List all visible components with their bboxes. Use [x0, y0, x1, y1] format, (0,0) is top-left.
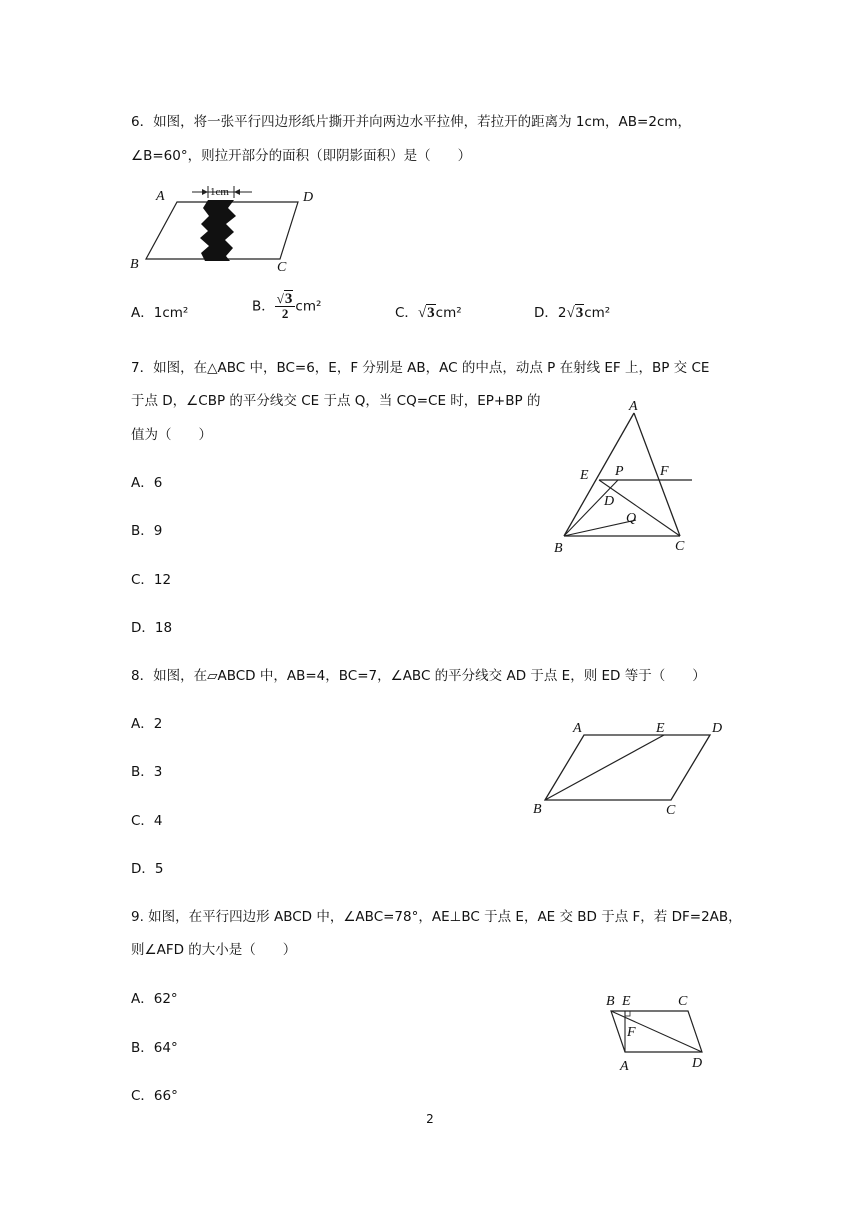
q8-option-b[interactable]: B．3: [131, 764, 163, 780]
q6-option-d[interactable]: D．2√3cm²: [534, 305, 611, 321]
q6-label-b: B: [130, 257, 139, 272]
q8-figure: [530, 716, 730, 820]
q9-label-a: A: [620, 1059, 629, 1074]
q6-gap-label: 1cm: [210, 186, 229, 198]
q7-option-a[interactable]: A．6: [131, 475, 163, 491]
q8-parallelogram: [545, 735, 710, 800]
q7-label-d: D: [604, 494, 615, 509]
q7-figure: [550, 398, 700, 560]
q6-option-a[interactable]: A．1cm²: [131, 305, 189, 321]
q7-label-c: C: [675, 539, 685, 554]
q7-text-line2: 于点 D，∠CBP 的平分线交 CE 于点 Q，当 CQ=CE 时，EP+BP 的: [131, 393, 541, 409]
q8-label-d: D: [712, 721, 723, 736]
page-number: 2: [426, 1112, 434, 1126]
q9-label-b: B: [606, 994, 615, 1009]
q7-label-e: E: [580, 468, 589, 483]
q8-text-line1: 8．如图，在▱ABCD 中，AB=4，BC=7，∠ABC 的平分线交 AD 于点 E，则 ED 等于（ ）: [131, 668, 706, 684]
q9-option-c[interactable]: C．66°: [131, 1088, 178, 1104]
q7-option-c[interactable]: C．12: [131, 572, 172, 588]
q9-option-b[interactable]: B．64°: [131, 1040, 178, 1056]
q7-option-b[interactable]: B．9: [131, 523, 163, 539]
q9-label-d: D: [692, 1056, 703, 1071]
q8-label-a: A: [573, 721, 582, 736]
q7-option-d[interactable]: D．18: [131, 620, 173, 636]
q8-option-c[interactable]: C．4: [131, 813, 163, 829]
q7-label-f: F: [660, 464, 669, 479]
q7-label-q: Q: [626, 511, 637, 526]
q8-label-e: E: [656, 721, 665, 736]
q9-label-e: E: [622, 994, 631, 1009]
q9-text-line2: 则∠AFD 的大小是（ ）: [131, 942, 297, 958]
q9-label-f: F: [627, 1025, 636, 1040]
q7-text-line3: 值为（ ）: [131, 427, 212, 443]
q6-option-b[interactable]: B． $\frac{√3}{2}$ cm²: [252, 291, 322, 321]
q7-text-line1: 7．如图，在△ABC 中，BC=6，E，F 分别是 AB，AC 的中点，动点 P 在射线 EF 上，BP 交 CE: [131, 360, 710, 376]
q6-text-line2: ∠B=60°，则拉开部分的面积（即阴影面积）是（ ）: [131, 148, 472, 164]
q6-option-c[interactable]: C．√3cm²: [395, 305, 462, 321]
q6-shaded-strip: [200, 200, 236, 261]
q9-label-c: C: [678, 994, 688, 1009]
q6-label-a: A: [156, 189, 165, 204]
q6-figure: [130, 180, 330, 275]
q9-figure: [600, 988, 720, 1078]
q6-label-c: C: [277, 260, 287, 275]
q6-option-b-fraction: $\frac{√3}{2}$: [275, 292, 296, 321]
q9-option-a[interactable]: A．62°: [131, 991, 178, 1007]
q6-label-d: D: [303, 190, 314, 205]
q6-text-line1: 6．如图，将一张平行四边形纸片撕开并向两边水平拉伸，若拉开的距离为 1cm，AB=2cm，: [131, 114, 692, 130]
q9-text-line1: 9. 如图，在平行四边形 ABCD 中，∠ABC=78°，AE⊥BC 于点 E，AE 交 BD 于点 F，若 DF=2AB，: [131, 909, 742, 925]
q8-bisector-be: [545, 735, 664, 800]
q8-label-b: B: [533, 802, 542, 817]
q8-label-c: C: [666, 803, 676, 818]
q8-option-d[interactable]: D．5: [131, 861, 164, 877]
q7-label-a: A: [629, 399, 638, 414]
q8-option-a[interactable]: A．2: [131, 716, 163, 732]
q7-label-b: B: [554, 541, 563, 556]
q7-label-p: P: [615, 464, 624, 479]
